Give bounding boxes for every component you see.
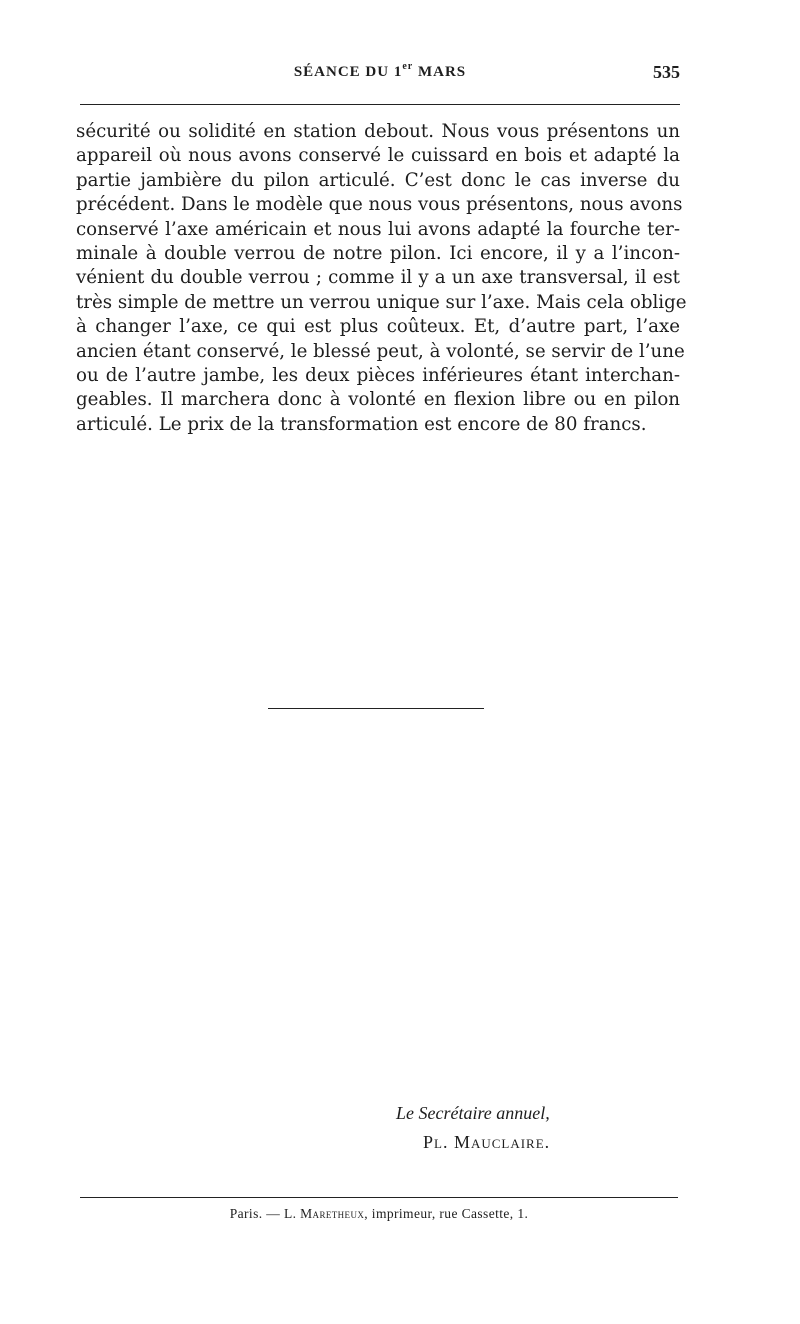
section-end-rule [268,708,484,709]
text-line: ancien étant conservé, le blessé peut, à volonté, se servir de l’une [76,340,685,362]
text-line: geables. Il marchera donc à volonté en flexion libre ou en pilon [76,389,680,411]
header-rule [80,104,680,105]
page-number: 535 [653,62,680,82]
text-line: appareil où nous avons conservé le cuissard en bois et adapté la [76,145,680,167]
signature-name: Pl. Mauclaire. [423,1132,551,1152]
text-line: minale à double verrou de notre pilon. Ici encore, il y a l’incon- [76,243,680,265]
page-header [80,62,680,90]
text-line: articulé. Le prix de la transformation est encore de 80 francs. [76,413,647,435]
body-paragraph [76,120,687,437]
imprint-dash: — [262,1206,284,1221]
imprint-city: Paris. [229,1206,263,1221]
text-line: précédent. Dans le modèle que nous vous présentons, nous avons [76,194,683,216]
footer-rule [80,1197,678,1198]
printer-imprint [80,1206,678,1222]
text-line: ou de l’autre jambe, les deux pièces inférieures étant interchan- [76,365,680,387]
signature-role: Le Secrétaire annuel, [396,1103,550,1123]
imprint-printer: L. Maretheux [283,1206,365,1221]
running-head-prefix: SÉANCE DU 1 [293,64,403,80]
running-head-superscript: er [402,61,414,72]
running-head-suffix: MARS [413,64,467,80]
text-line: conservé l’axe américain et nous lui avons adapté la fourche ter- [76,218,680,240]
running-head [80,62,680,81]
text-line: vénient du double verrou ; comme il y a un axe transversal, il est [76,267,680,289]
imprint-address: , imprimeur, rue Cassette, 1. [364,1206,529,1221]
signature-block [396,1100,550,1158]
text-line: partie jambière du pilon articulé. C’est donc le cas inverse du [76,169,680,191]
text-line: sécurité ou solidité en station debout. Nous vous présentons un [76,121,680,142]
text-line: à changer l’axe, ce qui est plus coûteux. Et, d’autre part, l’axe [76,316,680,338]
text-line: très simple de mettre un verrou unique sur l’axe. Mais cela oblige [76,291,687,313]
